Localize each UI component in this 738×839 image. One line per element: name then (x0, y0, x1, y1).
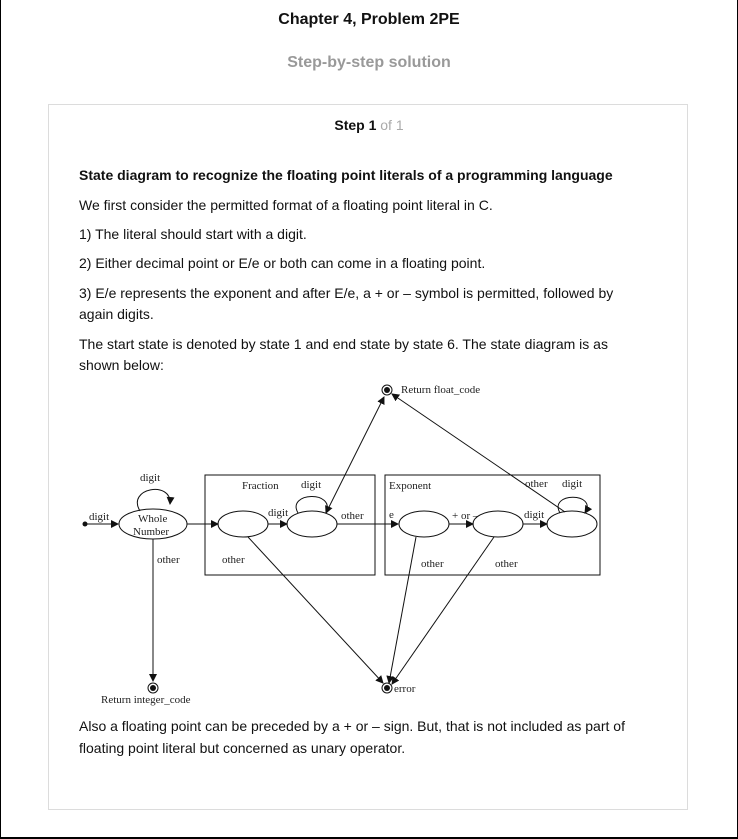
page-subtitle: Step-by-step solution (287, 54, 451, 71)
return-integer-state (148, 683, 158, 693)
rule-1: 1) The literal should start with a digit. (79, 226, 307, 242)
return-integer-label: Return integer_code (101, 694, 191, 706)
exponent-sign-state (473, 511, 523, 537)
fraction-start-state (218, 511, 268, 537)
exponent-digits-state (547, 511, 597, 537)
state-diagram (0, 378, 738, 713)
error-label: error (394, 683, 416, 695)
exponent-label: Exponent (389, 480, 432, 492)
error-state (382, 683, 392, 693)
rule-2: 2) Either decimal point or E/e or both can come in a floating point. (79, 255, 486, 271)
section-heading: State diagram to recognize the floating point literals of a programming language (79, 167, 613, 183)
exponent-start-to-error-edge (389, 537, 416, 683)
rule-3: 3) E/e represents the exponent and after E/e, a + or – symbol is permitted, followed by again digits. (79, 285, 614, 322)
fraction-digits-state (287, 511, 337, 537)
step-indicator (0, 117, 738, 133)
intro-paragraph: We first consider the permitted format of a floating point literal in C. (79, 197, 493, 213)
closing-paragraph: Also a floating point can be preceded by a + or – sign. But, that is not included as part of floating point literal but concerned as unary operator. (79, 718, 625, 756)
return-float-state (382, 385, 392, 395)
exponent-other-label-1: other (421, 558, 444, 570)
states-paragraph: The start state is denoted by state 1 and end state by state 6. The state diagram is as shown below: (79, 336, 608, 373)
fraction-to-error-edge (248, 537, 383, 683)
whole-number-label-2: Number (133, 526, 170, 538)
plus-minus-label: + or – (452, 510, 479, 522)
step-total: of 1 (380, 117, 404, 133)
whole-number-label-1: Whole (138, 513, 168, 525)
fraction-out-other-label: other (341, 510, 364, 522)
step-number: Step 1 (334, 117, 377, 133)
fraction-label: Fraction (242, 480, 279, 492)
page-title: Chapter 4, Problem 2PE (278, 11, 460, 28)
fraction-digit-label: digit (268, 507, 289, 519)
exponent-e-label: e (389, 509, 394, 521)
return-float-label: Return float_code (401, 384, 481, 396)
whole-loop-digit-label: digit (140, 472, 161, 484)
exponent-start-state (399, 511, 449, 537)
exponent-out-other-label: other (525, 478, 548, 490)
exponent-other-label-2: other (495, 558, 518, 570)
whole-other-label: other (157, 554, 180, 566)
exponent-loop-digit-label: digit (562, 478, 583, 490)
exponent-to-float-edge (392, 394, 565, 512)
start-digit-label: digit (89, 511, 110, 523)
whole-number-loop (137, 489, 170, 511)
fraction-loop-digit-label: digit (301, 479, 322, 491)
fraction-other-label: other (222, 554, 245, 566)
exponent-digit-label: digit (524, 509, 545, 521)
